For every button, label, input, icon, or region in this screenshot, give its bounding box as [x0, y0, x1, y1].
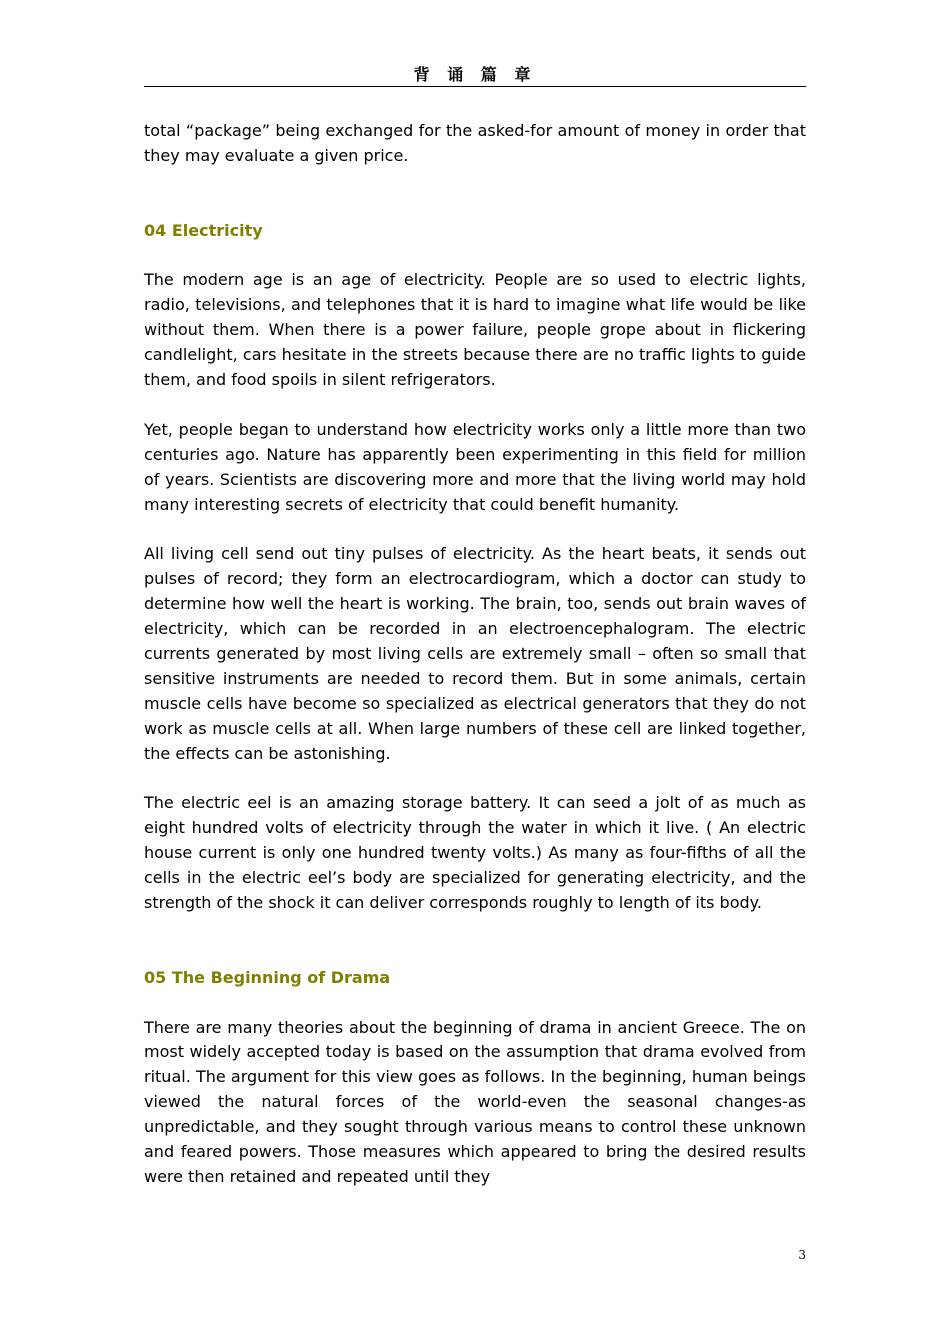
intro-paragraph: total “package” being exchanged for the asked-for amount of money in order that they may evaluate a given price. — [144, 121, 806, 165]
page-number: 3 — [798, 1248, 806, 1262]
spacer — [144, 517, 806, 542]
spacer — [144, 991, 806, 1016]
header-divider — [144, 86, 806, 87]
spacer — [144, 244, 806, 269]
spacer — [144, 393, 806, 418]
section-heading-electricity: 04 Electricity — [144, 220, 263, 240]
page-header-title: 背 诵 篇 章 — [413, 65, 537, 84]
section-heading-drama: 05 The Beginning of Drama — [144, 967, 391, 987]
spacer — [144, 916, 806, 966]
electricity-paragraph-3: All living cell send out tiny pulses of electricity. As the heart beats, it sends out pulses of record; they form an electrocardiogram, which a doctor can study to determine how well the heart is working. The brain, too, sends out brain waves of electricity, which can be recorded in an electroencephalogram. The electric currents generated by most living cells are extremely small – often so small that sensitive instruments are needed to record them. But in some animals, certain muscle cells have become so specialized as electrical generators that they do not work as muscle cells at all. When large numbers of these cell are linked together, the effects can be astonishing. — [144, 544, 806, 763]
electricity-paragraph-2: Yet, people began to understand how electricity works only a little more than two centuries ago. Nature has apparently been experimenting in this field for million of years. Scientists are discovering more and more that the living world may hold many interesting secrets of electricity that could benefit humanity. — [144, 419, 806, 514]
document-body — [144, 119, 806, 1190]
drama-paragraph-1: There are many theories about the beginning of drama in ancient Greece. The on most widely accepted today is based on the assumption that drama evolved from ritual. The argument for this view goes as follows. In the beginning, human beings viewed the natural forces of the world-even the seasonal changes-as unpredictable, and they sought through various means to control these unknown and feared powers. Those measures which appeared to bring the desired results were then retained and repeated until they — [144, 1017, 806, 1186]
electricity-paragraph-1: The modern age is an age of electricity. People are so used to electric lights, radio, televisions, and telephones that it is hard to imagine what life would be like without them. When there is a power failure, people grope about in flickering candlelight, cars hesitate in the streets because there are no traffic lights to guide them, and food spoils in silent refrigerators. — [144, 270, 806, 390]
spacer — [144, 169, 806, 219]
spacer — [144, 767, 806, 792]
electricity-paragraph-4: The electric eel is an amazing storage battery. It can seed a jolt of as much as eight hundred volts of electricity through the water in which it live. ( An electric house current is only one hundred twenty volts.) As many as four-fifths of all the cells in the electric eel’s body are specialized for generating electricity, and the strength of the shock it can deliver corresponds roughly to length of its body. — [144, 793, 806, 913]
